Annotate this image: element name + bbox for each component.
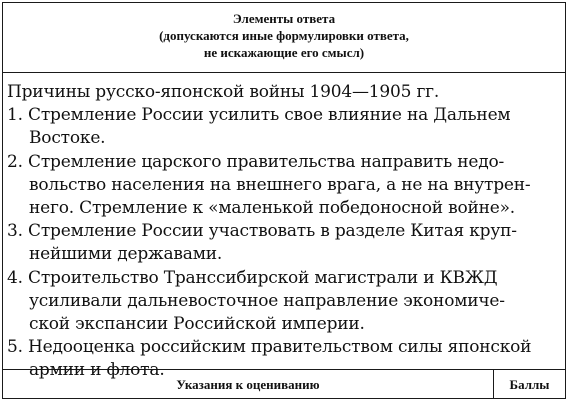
table-header bbox=[3, 3, 565, 73]
answer-line: него. Стремление к «маленькой победоносной войне». bbox=[29, 198, 516, 219]
answer-line: 5. Недооценка российским правительством силы японской bbox=[7, 337, 532, 358]
answer-line: Востоке. bbox=[29, 128, 106, 149]
answer-line: ской экспансии Российской империи. bbox=[29, 314, 365, 335]
answer-line: 1. Стремление России усилить свое влияние на Дальнем bbox=[7, 105, 511, 126]
answer-line: усиливали дальневосточное направление экономиче- bbox=[29, 290, 505, 311]
answer-line: 3. Стремление России участвовать в разделе Китая круп- bbox=[7, 221, 517, 242]
answer-line: 4. Строительство Транссибирской магистрали и КВЖД bbox=[7, 267, 498, 288]
header-title: Элементы ответа bbox=[232, 11, 336, 26]
answer-line: нейшими державами. bbox=[29, 244, 223, 265]
answer-content bbox=[3, 73, 565, 381]
score-header: Баллы bbox=[509, 377, 550, 392]
answer-heading: Причины русско-японской войны 1904—1905 гг. bbox=[7, 82, 440, 102]
header-note-line-2: не искажающие его смысл) bbox=[203, 45, 365, 60]
criteria-header: Указания к оцениванию bbox=[3, 370, 494, 399]
table-footer bbox=[3, 370, 565, 399]
header-note-line-1: (допускаются иные формулировки ответа, bbox=[159, 28, 409, 43]
answer-table bbox=[2, 2, 566, 399]
answer-line: 2. Стремление царского правительства направить недо- bbox=[7, 151, 505, 172]
answer-line: вольство населения на внешнего врага, а не на внутрен- bbox=[29, 174, 531, 195]
answer-line: армии и флота. bbox=[29, 360, 165, 381]
